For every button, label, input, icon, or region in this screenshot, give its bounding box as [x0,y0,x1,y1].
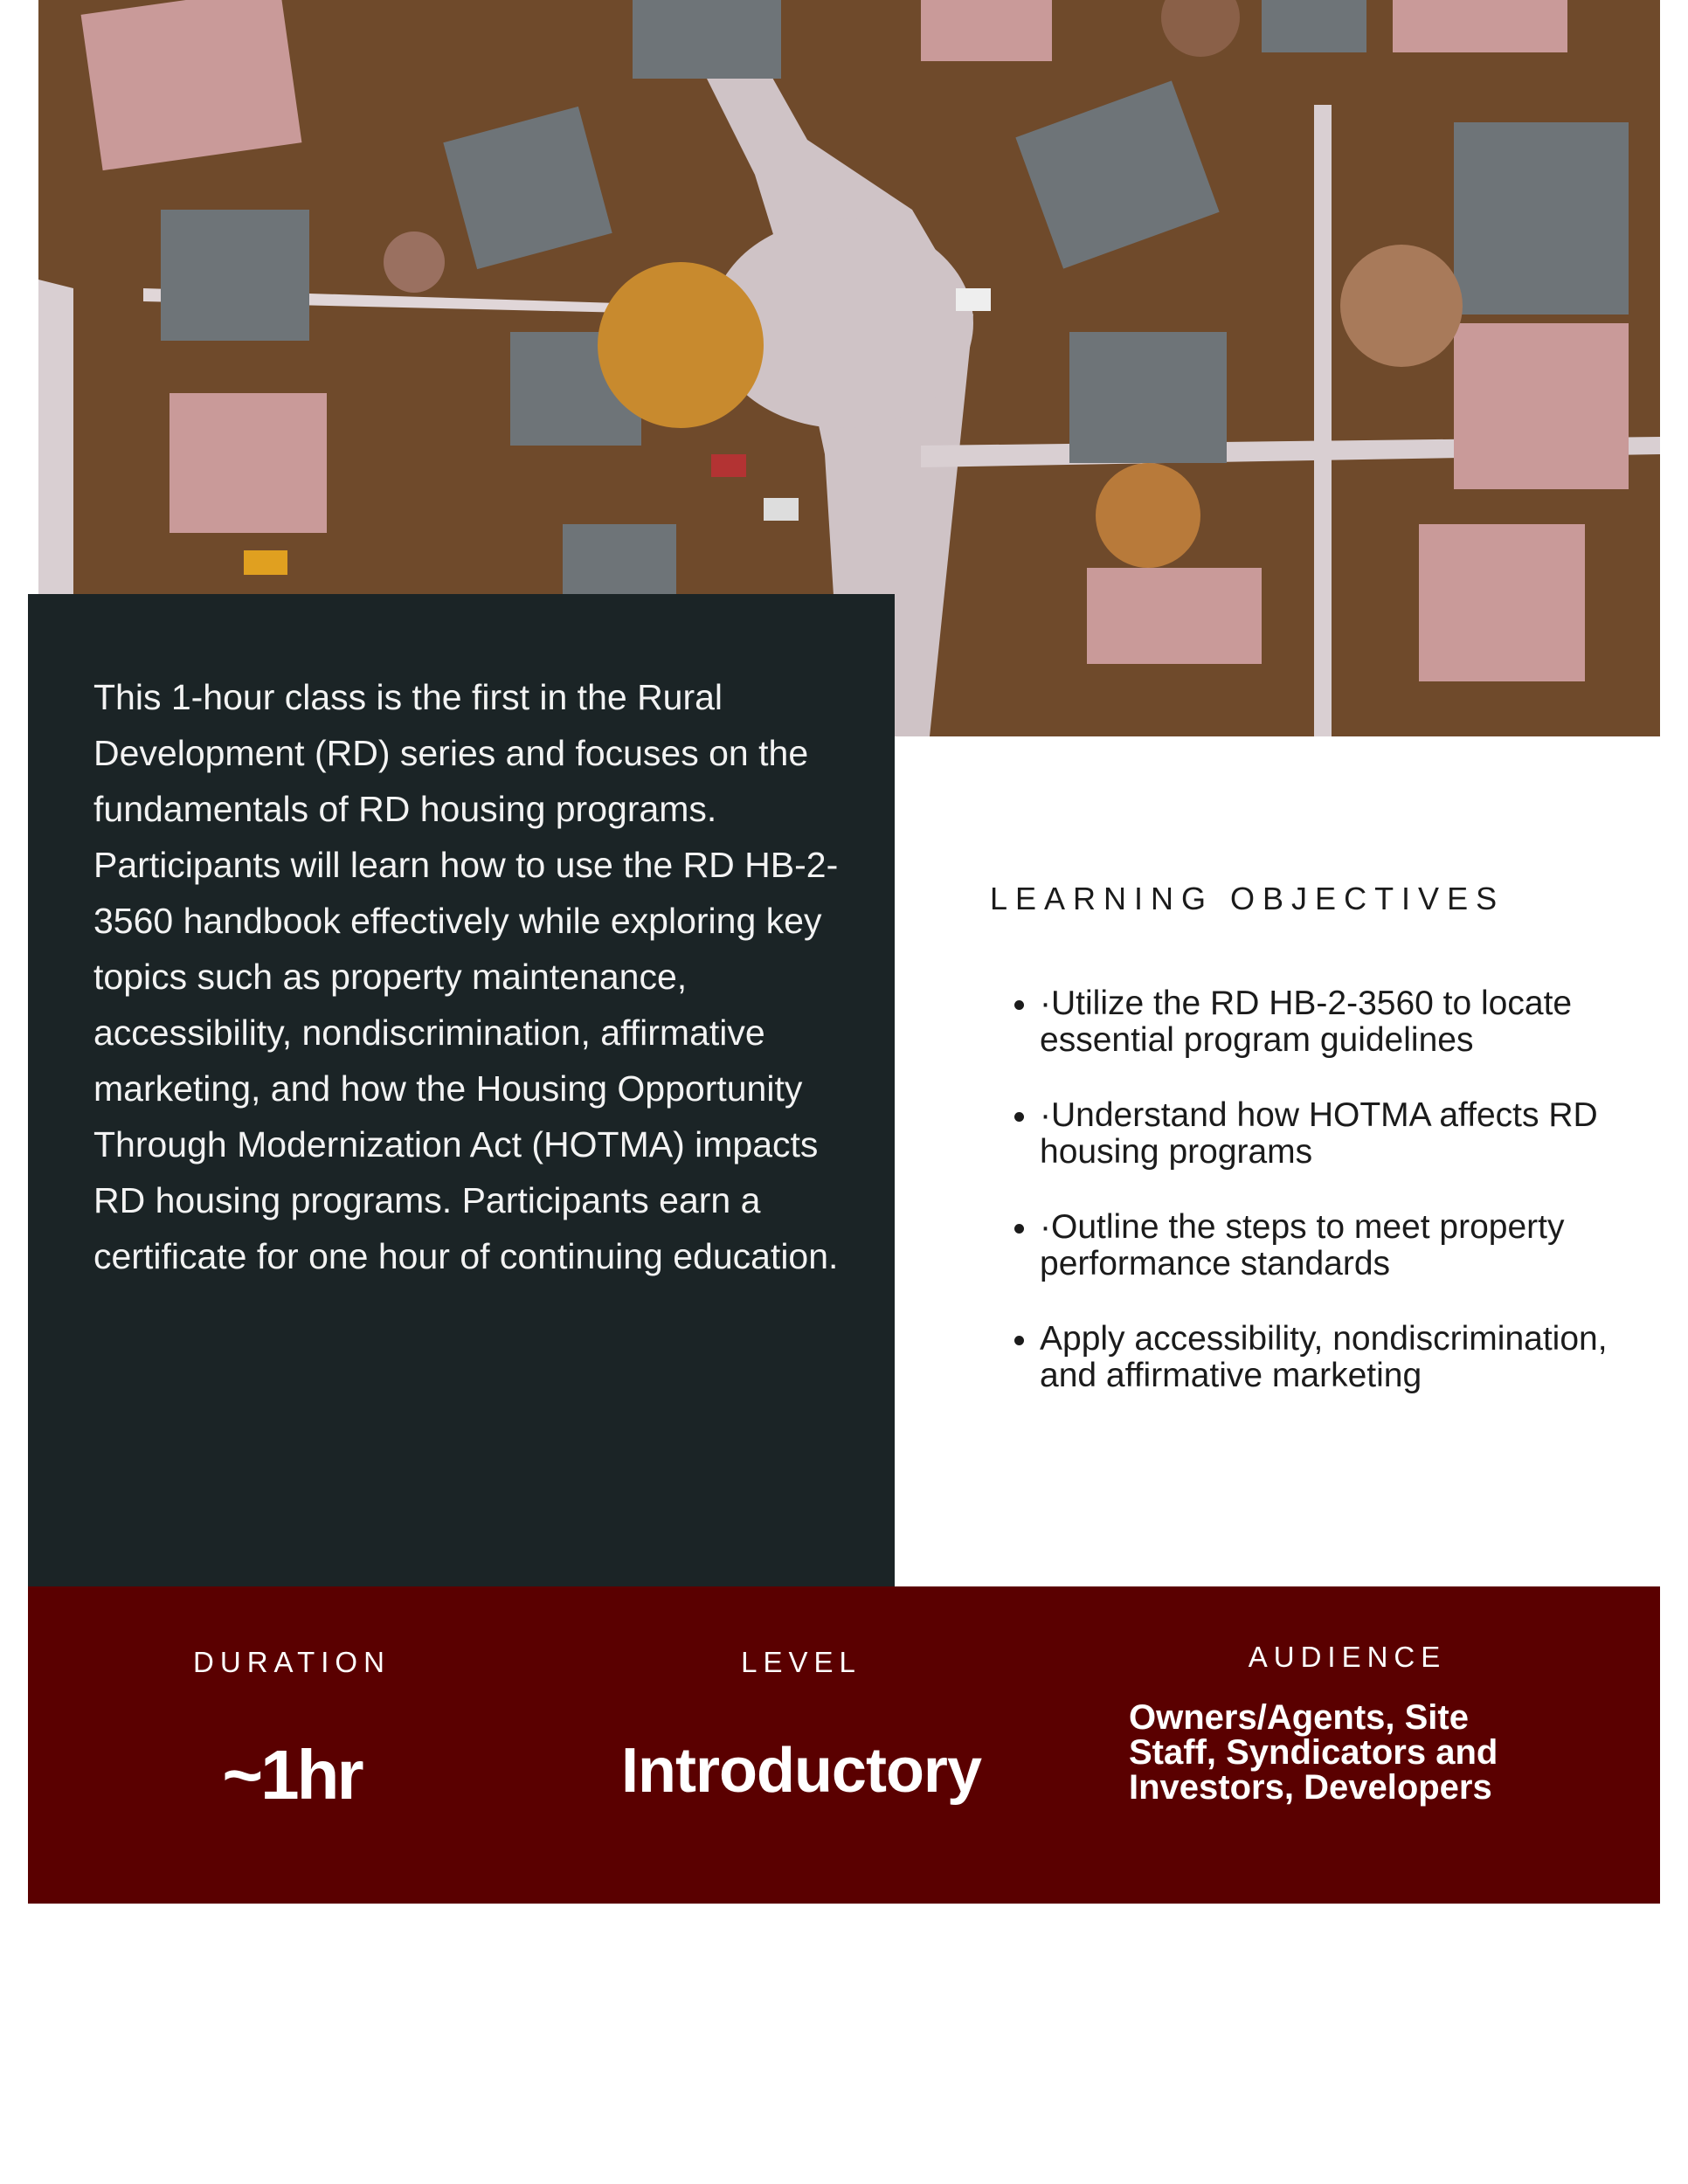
duration-value: ~1hr [222,1736,362,1814]
course-description: This 1-hour class is the first in the Rural Development (RD) series and focuses on the fundamentals of RD housing programs. Participants will learn how to use the RD HB-2-3560 handbook effectively while exploring key topics such as property maintenance, accessibility, nondiscrimination, affirmative marketing, and how the Housing Opportunity Through Modernization Act (HOTMA) impacts RD housing programs. Participants earn a certificate for one hour of continuing education. [93,677,839,1276]
audience-value: Owners/Agents, Site Staff, Syndicators and Investors, Developers [1129,1698,1498,1807]
level-value: Introductory [621,1736,981,1806]
objective-item: • Apply accessibility, nondiscrimination, and affirmative marketing [1040,1321,1669,1394]
learning-objectives-list [1005,985,1669,1433]
objective-item: • ·Utilize the RD HB-2-3560 to locate essential program guidelines [1040,985,1669,1059]
audience-label: AUDIENCE [1248,1641,1447,1673]
learning-objectives-heading: LEARNING OBJECTIVES [990,881,1505,916]
objective-item: • ·Understand how HOTMA affects RD housing programs [1040,1097,1669,1171]
audience-block [1103,1586,1592,1904]
course-info-bar [28,1586,1660,1904]
objective-item: • ·Outline the steps to meet property performance standards [1040,1209,1669,1282]
duration-block [124,1586,460,1904]
level-block [552,1586,1050,1904]
duration-label: DURATION [193,1646,391,1678]
level-label: LEVEL [741,1646,861,1678]
description-panel [28,594,895,1586]
